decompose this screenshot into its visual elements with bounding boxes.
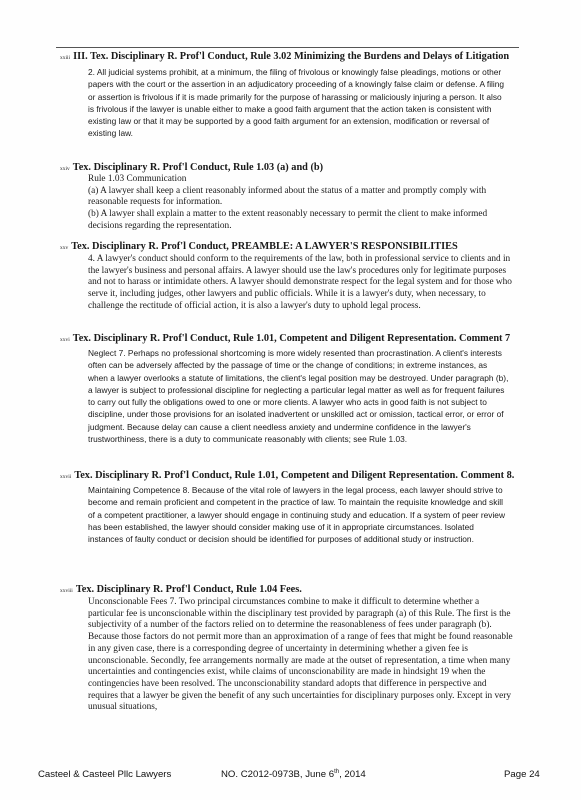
footer-page-number: Page 24 <box>504 769 540 780</box>
footnote-heading: Tex. Disciplinary R. Prof'l Conduct, Rule 1.04 Fees. <box>75 584 302 595</box>
footer-date-suffix: th <box>334 769 340 775</box>
footnote-marker: xxvi <box>60 337 70 343</box>
footnote-xxvii <box>60 470 520 545</box>
footnote-heading: Tex. Disciplinary R. Prof'l Conduct, Rule 1.01, Competent and Diligent Representation. Comment 8. <box>74 470 515 481</box>
footnote-heading-row <box>60 584 520 596</box>
footnote-marker: xxvii <box>60 474 72 480</box>
footnote-xxv <box>60 241 520 313</box>
footnote-marker: xxv <box>60 245 69 251</box>
footnote-paragraph: Unconscionable Fees 7. Two principal circumstances combine to make it difficult to determine whether a particular fee is unconscionable within the disciplinary test provided by paragraph (a) of this Rule. The first is the subjectivity of a number of the factors relied on to determine the reasonableness of fees under paragraph (b). Because those factors do not permit more than an approximation of a range of fees that might be found reasonable in any given case, there is a corresponding degree of uncertainty in determining whether a given fee is unconscionable. Secondly, fee arrangements normally are made at the outset of representation, a time when many uncertainties and contingencies exist, while claims of unconscionability are made in hindsight 19 when the contingencies have been resolved. The unconscionability standard adopts that difference in perspective and requires that a lawyer be given the benefit of any such uncertainties for disciplinary purposes only. Except in very unusual situations, <box>88 597 513 713</box>
footnote-heading-row <box>60 162 515 174</box>
footnote-heading: Tex. Disciplinary R. Prof'l Conduct, Rule 1.01, Competent and Diligent Representation. Comment 7 <box>72 333 511 344</box>
footnote-xxiii <box>60 51 515 140</box>
footnote-heading: Tex. Disciplinary R. Prof'l Conduct, PREAMBLE: A LAWYER'S RESPONSIBILITIES <box>71 241 458 252</box>
footnote-marker: xxiv <box>60 166 70 172</box>
footer-firm: Casteel & Casteel Pllc Lawyers <box>38 769 172 780</box>
footnote-heading-row <box>60 241 520 253</box>
footnote-xxvi <box>60 333 520 445</box>
footnote-paragraph: 2. All judicial systems prohibit, at a minimum, the filing of frivolous or knowingly false pleadings, motions or other papers with the court or the assertion in an adjudicatory proceeding of a knowingly false claim or defense. A filing or assertion is frivolous if it is made primarily for the purpose of harassing or maliciously injuring a person. It also is frivolous if the lawyer is unable either to make a good faith argument that the action taken is consistent with existing law or that it may be supported by a good faith argument for an extension, modification or reversal of existing law. <box>88 67 505 139</box>
footnote-paragraph: (a) A lawyer shall keep a client reasonably informed about the status of a matter and promptly comply with reasonable requests for information. <box>88 185 487 208</box>
footnote-xxviii <box>60 584 520 714</box>
footnote-paragraph: Maintaining Competence 8. Because of the vital role of lawyers in the legal process, each lawyer should strive to become and remain proficient and competent in the practice of law. To maintain the requisite knowledge and skill of a competent practitioner, a lawyer should engage in continuing study and education. If a system of peer review has been established, the lawyer should consider making use of it in appropriate circumstances. Isolated instances of faulty conduct or decision should be identified for purposes of additional study or instruction. <box>88 485 505 544</box>
footnote-marker: xxviii <box>60 588 73 594</box>
footer-case-number <box>221 769 366 780</box>
footnote-heading: III. Tex. Disciplinary R. Prof'l Conduct, Rule 3.02 Minimizing the Burdens and Delays of Litigation <box>73 51 510 62</box>
footnote-xxiv <box>60 162 515 233</box>
footnote-heading-row <box>60 333 520 345</box>
footnote-marker: xxiii <box>60 55 71 61</box>
footnote-heading-row <box>60 51 515 63</box>
footer-year: , 2014 <box>339 769 366 781</box>
footnote-paragraph: (b) A lawyer shall explain a matter to the extent reasonably necessary to permit the client to make informed decisions regarding the representation. <box>88 209 488 231</box>
footer-case-text: NO. C2012-0973B, June 6 <box>221 769 335 781</box>
footnote-paragraph: 4. A lawyer's conduct should conform to the requirements of the law, both in professional service to clients and in the lawyer's business and personal affairs. A lawyer should use the law's procedures only for legitimate purposes and not to harass or intimidate others. A lawyer should demonstrate respect for the legal system and for those who serve it, including judges, other lawyers and public officials. While it is a lawyer's duty, when necessary, to challenge the rectitude of official action, it is also a lawyer's duty to uphold legal process. <box>88 254 512 311</box>
footnote-separator <box>56 47 519 48</box>
footnote-paragraph: Rule 1.03 Communication <box>88 174 187 184</box>
footnote-heading-row <box>60 470 520 482</box>
footnote-paragraph: Neglect 7. Perhaps no professional shortcoming is more widely resented than procrastination. A client's interests often can be adversely affected by the passage of time or the change of conditions; in extreme instances, as when a lawyer overlooks a statute of limitations, the client's legal position may be destroyed. Under paragraph (b), a lawyer is subject to professional discipline for neglecting a particular legal matter as well as for frequent failures to carry out fully the obligations owed to one or more clients. A lawyer who acts in good faith is not subject to discipline, under those provisions for an isolated inadvertent or unskilled act or omission, tactical error, or error of judgment. Because delay can cause a client needless anxiety and undermine confidence in the lawyer's trustworthiness, there is a duty to communicate reasonably with clients; see Rule 1.03. <box>88 348 509 444</box>
footnote-heading: Tex. Disciplinary R. Prof'l Conduct, Rule 1.03 (a) and (b) <box>72 162 324 173</box>
